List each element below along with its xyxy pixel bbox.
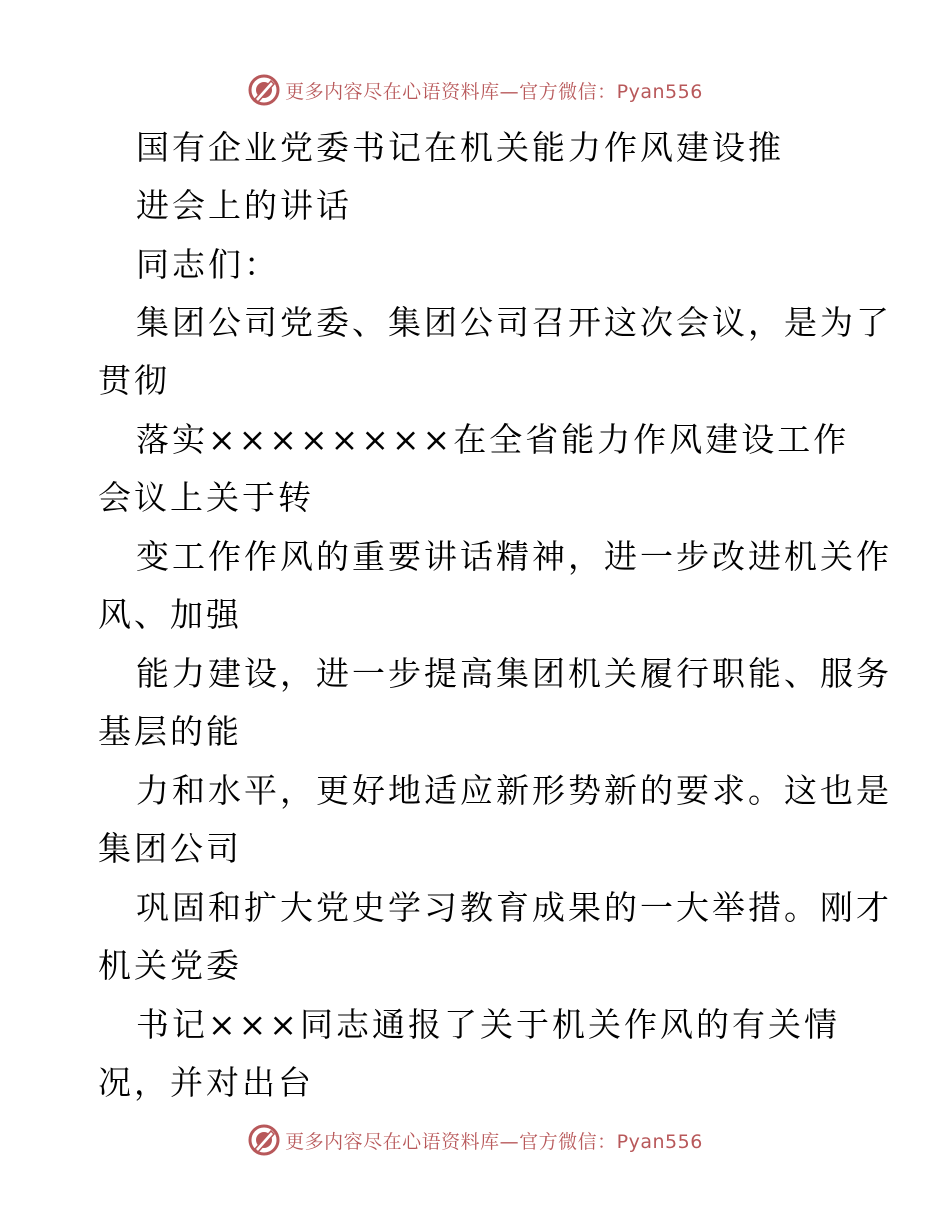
pen-seal-icon: [247, 1123, 281, 1157]
salutation: 同志们：: [136, 245, 280, 284]
pen-seal-icon: [247, 73, 281, 107]
paragraph-line: 风、加强: [98, 595, 242, 634]
watermark-text: 更多内容尽在心语资料库—官方微信：Pyan556: [285, 1130, 703, 1153]
paragraph-line: 况，并对出台: [98, 1063, 314, 1102]
paragraph-line: 巩固和扩大党史学习教育成果的一大举措。刚才: [136, 888, 892, 927]
paragraph-line: 贯彻: [98, 361, 170, 400]
title-line-2: 进会上的讲话: [136, 186, 352, 225]
paragraph-line: 变工作作风的重要讲话精神，进一步改进机关作: [136, 537, 892, 576]
paragraph-line: 机关党委: [98, 946, 242, 985]
paragraph-line: 会议上关于转: [98, 478, 314, 517]
paragraph-line: 集团公司党委、集团公司召开这次会议，是为了: [136, 303, 892, 342]
paragraph-line: 基层的能: [98, 712, 242, 751]
paragraph-line: 集团公司: [98, 829, 242, 868]
title-line-1: 国有企业党委书记在机关能力作风建设推: [136, 128, 784, 167]
paragraph-line: 能力建设，进一步提高集团机关履行职能、服务: [136, 654, 892, 693]
watermark-text: 更多内容尽在心语资料库—官方微信：Pyan556: [285, 80, 703, 103]
paragraph-line: 力和水平，更好地适应新形势新的要求。这也是: [136, 771, 892, 810]
paragraph-line: 书记×××同志通报了关于机关作风的有关情: [136, 1005, 840, 1044]
paragraph-line: 落实××××××××在全省能力作风建设工作: [136, 420, 850, 459]
header-watermark: [0, 70, 950, 110]
footer-watermark: [0, 1120, 950, 1160]
